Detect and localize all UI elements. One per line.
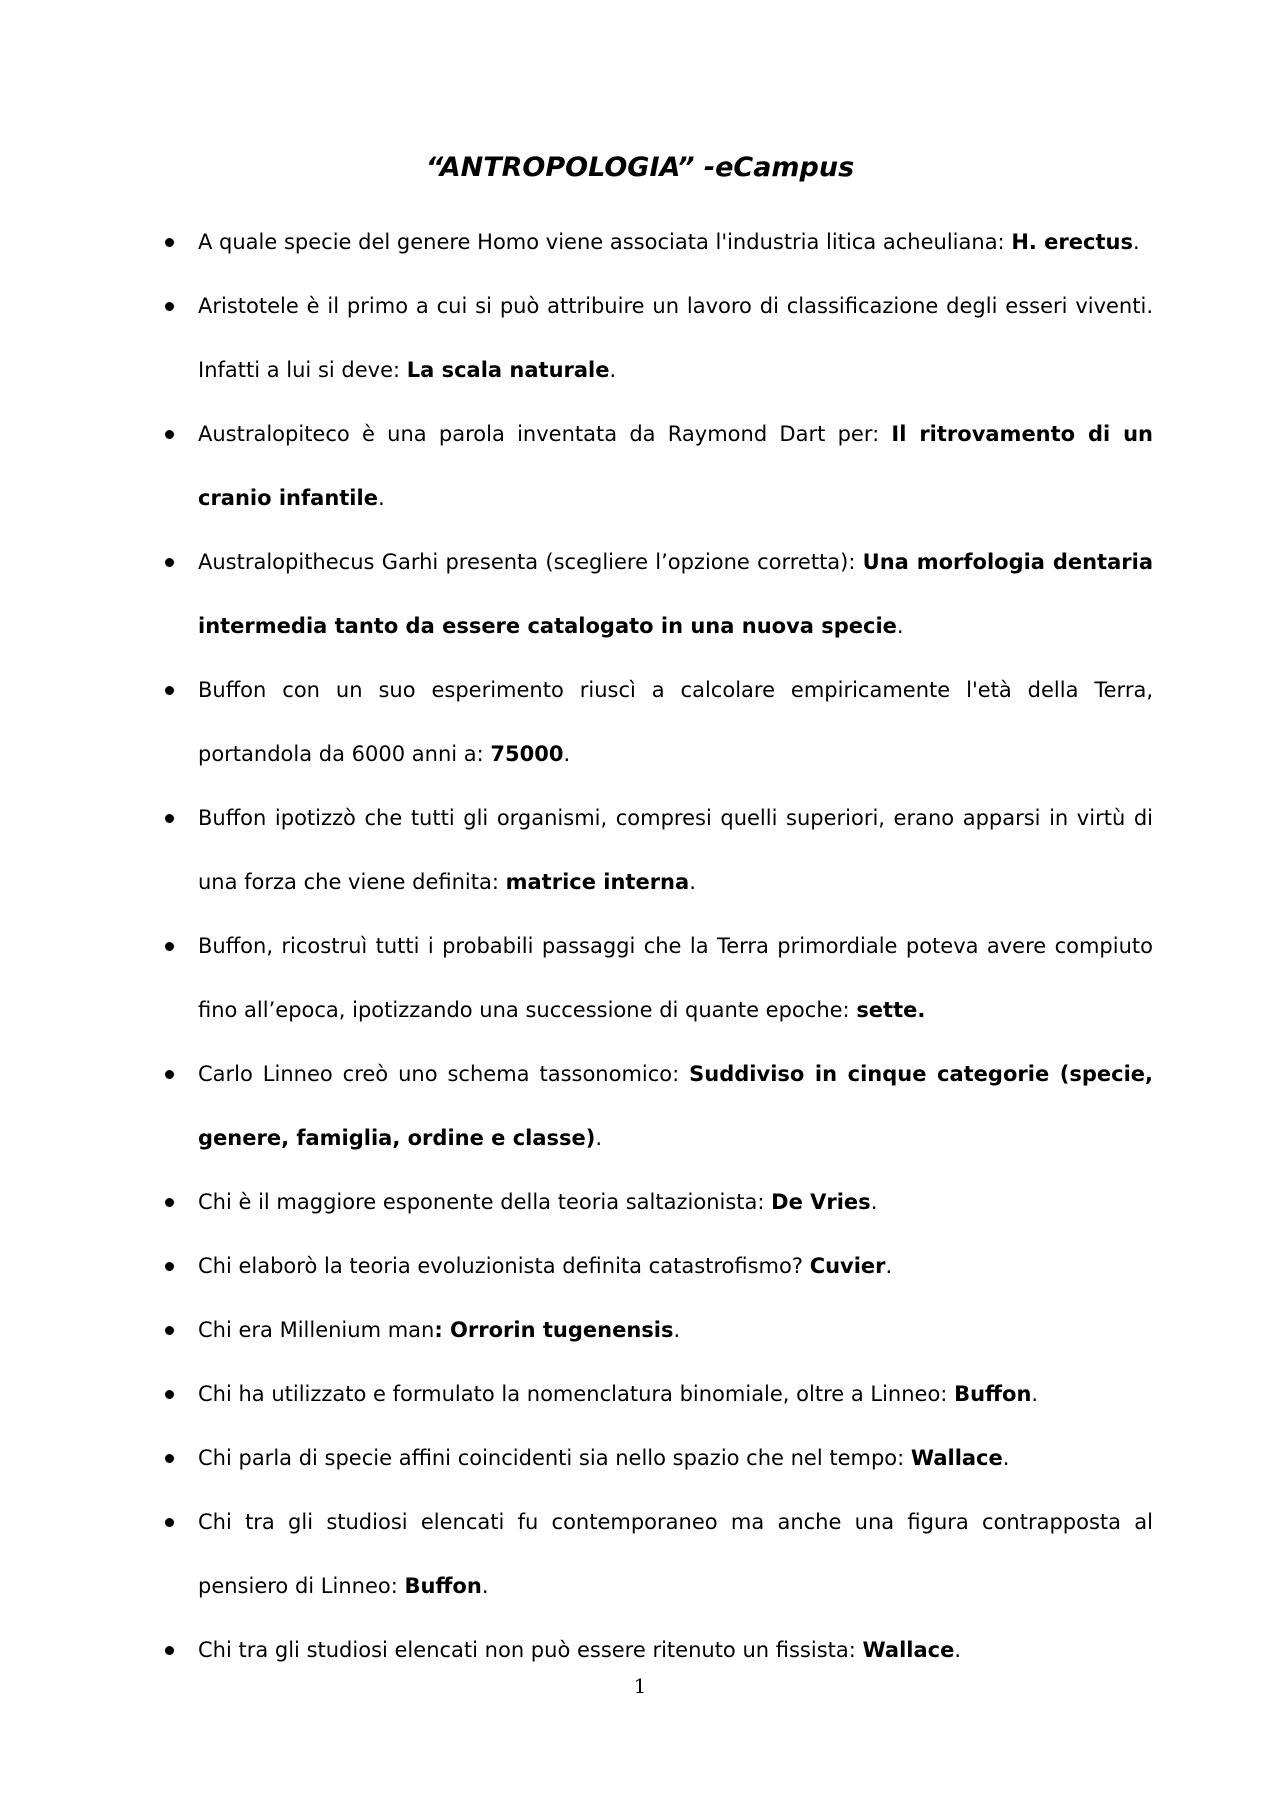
item-end: . [1031, 1382, 1039, 1406]
bullet-icon [165, 1262, 174, 1271]
question-text: Chi ha utilizzato e formulato la nomenclatura binomiale, oltre a Linneo: [198, 1382, 955, 1406]
answer-text: : Orrorin tugenensis [434, 1318, 674, 1342]
question-text: Buffon, ricostruì tutti i probabili passaggi che la Terra primordiale poteva avere compiuto fino all’epoca, ipotizzando una successione di quante epoche: [198, 934, 1153, 1022]
answer-text: Buffon [404, 1574, 482, 1598]
item-end: . [563, 742, 571, 766]
answer-text: Il ritrovamento di un cranio infantile [198, 422, 1154, 510]
bullet-icon [165, 430, 174, 439]
bullet-icon [165, 238, 174, 247]
item-end: . [885, 1254, 893, 1278]
list-item [198, 1170, 1153, 1234]
bullet-icon [165, 558, 174, 567]
bullet-icon [165, 814, 174, 823]
document-title: “ANTROPOLOGIA” -eCampus [425, 152, 855, 183]
item-end: . [689, 870, 696, 894]
question-text: Aristotele è il primo a cui si può attribuire un lavoro di classificazione degli esseri viventi. Infatti a lui si deve: [198, 294, 1153, 382]
item-end: . [1002, 1446, 1010, 1470]
answer-text: Buffon [954, 1382, 1032, 1406]
answer-text: Wallace [862, 1638, 955, 1662]
list-item [198, 1234, 1153, 1298]
list-item [198, 914, 1153, 1042]
bullet-icon [165, 1454, 174, 1463]
answer-text: La scala naturale [406, 358, 610, 382]
list-item [198, 1362, 1153, 1426]
item-end: . [481, 1574, 489, 1598]
list-item [198, 786, 1153, 914]
bullet-icon [165, 1518, 174, 1527]
list-item [198, 530, 1153, 658]
list-item [198, 658, 1153, 786]
answer-text: sette. [856, 998, 926, 1022]
bullet-icon [165, 1646, 174, 1655]
item-end: . [609, 358, 617, 382]
question-text: Chi tra gli studiosi elencati non può essere ritenuto un fissista: [198, 1638, 863, 1662]
answer-text: matrice interna [505, 870, 690, 894]
list-item [198, 1298, 1153, 1362]
bullet-icon [165, 1198, 174, 1207]
list-item [198, 210, 1153, 274]
question-text: Chi parla di specie affini coincidenti sia nello spazio che nel tempo: [198, 1446, 911, 1470]
question-text: Australopithecus Garhi presenta (scegliere l’opzione corretta): [198, 550, 863, 574]
list-item [198, 274, 1153, 402]
list-item [198, 402, 1153, 530]
item-end: . [870, 1190, 878, 1214]
list-item [198, 1426, 1153, 1490]
answer-text: H. erectus [1011, 230, 1133, 254]
question-text: Chi era Millenium man [198, 1318, 435, 1342]
question-text: Chi tra gli studiosi elencati fu contemporaneo ma anche una figura contrapposta al pensiero di Linneo: [198, 1510, 1153, 1598]
page-number: 1 [633, 1674, 647, 1698]
question-text: Australopiteco è una parola inventata da Raymond Dart per: [198, 422, 892, 446]
bullet-icon [165, 942, 174, 951]
question-text: Buffon ipotizzò che tutti gli organismi, compresi quelli superiori, erano apparsi in virtù di una forza che viene definita: [198, 806, 1153, 894]
item-end: . [896, 614, 904, 638]
item-end: . [377, 486, 385, 510]
answer-text: Cuvier [809, 1254, 886, 1278]
item-end: . [1132, 230, 1140, 254]
answer-text: De Vries [771, 1190, 871, 1214]
item-end: . [673, 1318, 681, 1342]
list-item [198, 1042, 1153, 1170]
answer-text: Suddiviso in cinque categorie (specie, genere, famiglia, ordine e classe) [198, 1062, 1153, 1150]
item-end: . [595, 1126, 603, 1150]
bullet-icon [165, 1326, 174, 1335]
bullet-icon [165, 1070, 174, 1079]
question-text: Chi è il maggiore esponente della teoria saltazionista: [198, 1190, 772, 1214]
question-list [198, 210, 1153, 1682]
question-text: A quale specie del genere Homo viene associata l'industria litica acheuliana: [198, 230, 1012, 254]
list-item [198, 1490, 1153, 1618]
item-end: . [954, 1638, 962, 1662]
question-text: Chi elaborò la teoria evoluzionista definita catastrofismo? [198, 1254, 810, 1278]
bullet-icon [165, 302, 174, 311]
answer-text: 75000 [490, 742, 564, 766]
bullet-icon [165, 686, 174, 695]
answer-text: Una morfologia dentaria intermedia tanto da essere catalogato in una nuova specie [198, 550, 1153, 638]
question-text: Buffon con un suo esperimento riuscì a calcolare empiricamente l'età della Terra, portandola da 6000 anni a: [198, 678, 1153, 766]
answer-text: Wallace [910, 1446, 1003, 1470]
question-text: Carlo Linneo creò uno schema tassonomico: [198, 1062, 690, 1086]
bullet-icon [165, 1390, 174, 1399]
